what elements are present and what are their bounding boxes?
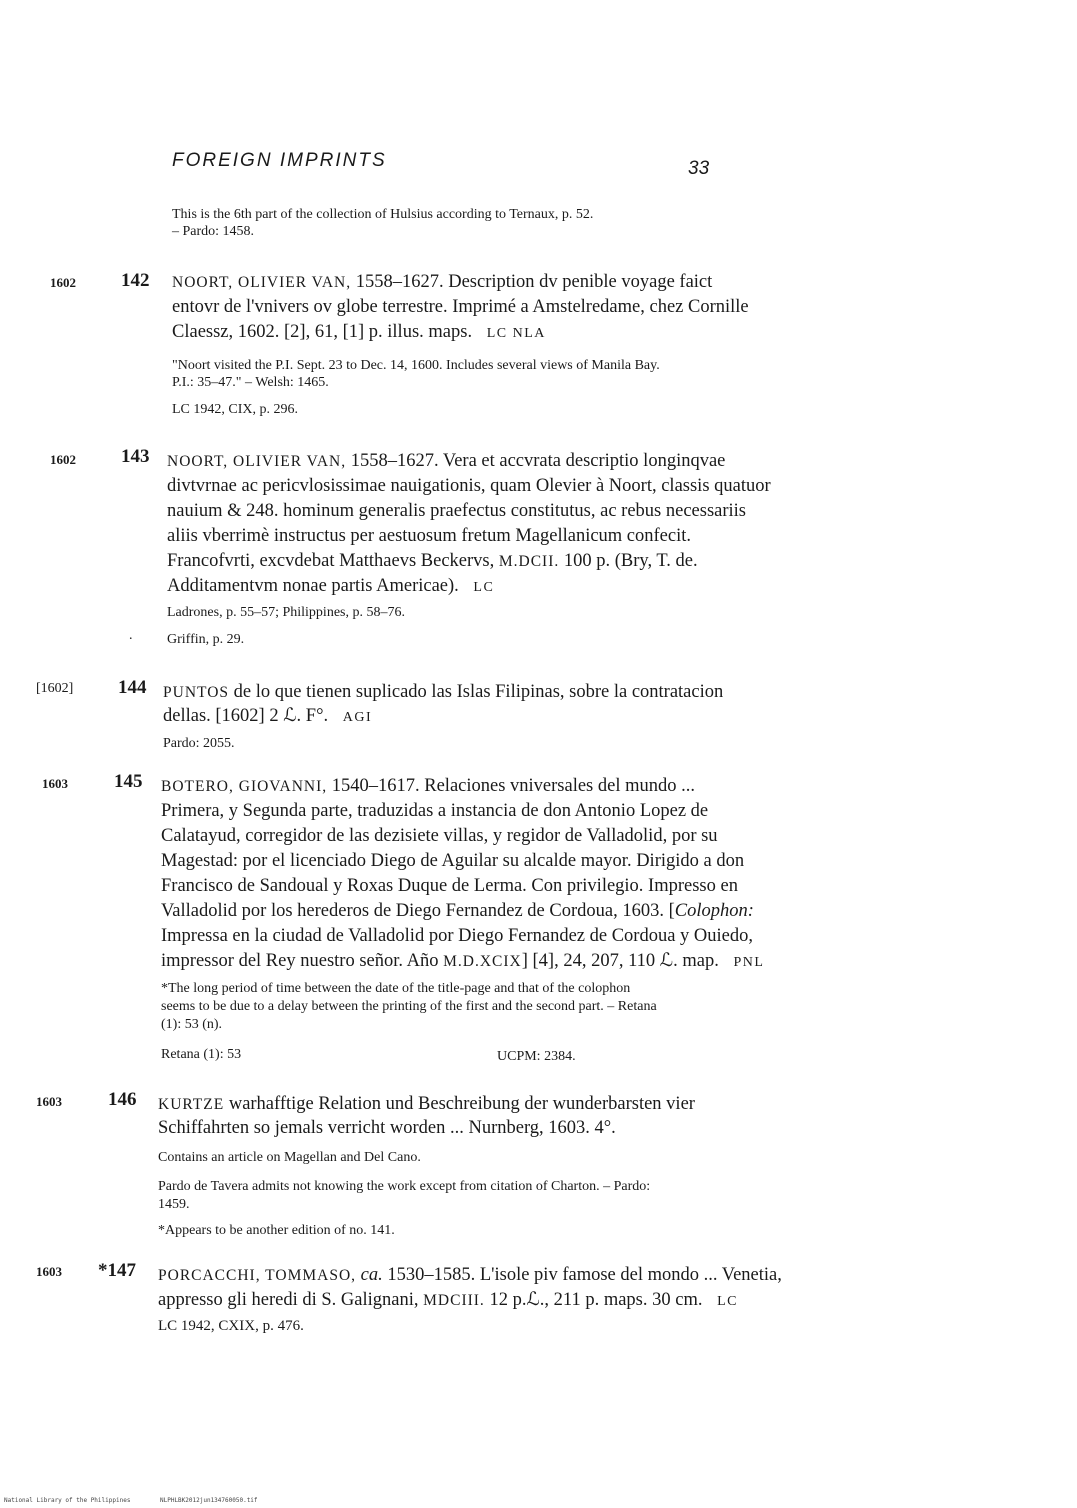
holdings-code: PNL xyxy=(733,955,765,970)
entry-text-line: Impressa en la ciudad de Valladolid por Diego Fernandez de Cordoua y Ouiedo, xyxy=(161,926,753,946)
holdings-code: LC NLA xyxy=(486,326,546,341)
holdings-code: LC xyxy=(473,580,495,595)
entry-text: dellas. [1602] 2 ℒ. F°. xyxy=(163,706,329,726)
entry-text-line: nauium & 248. hominum generalis praefectus constitutus, ac rebus necessariis xyxy=(167,501,747,521)
entry-text: warhafftige Relation und Beschreibung der wunderbarsten vier xyxy=(224,1094,695,1114)
entry-text-line: divtvrnae ac pericvlosissimae nauigationis, quam Olevier à Noort, classis quatuor xyxy=(167,476,771,496)
entry-note: *The long period of time between the date of the title-page and that of the colophon xyxy=(161,981,631,996)
holdings-code: AGI xyxy=(342,710,373,725)
entry-note: *Appears to be another edition of no. 141. xyxy=(158,1223,395,1238)
entry-text-line xyxy=(161,899,754,924)
page-number: 33 xyxy=(688,158,710,179)
entry-text: de lo que tienen suplicado las Islas Filipinas, sobre la contratacion xyxy=(229,682,724,702)
entry-year: 1603 xyxy=(36,1264,62,1279)
entry-note: Pardo de Tavera admits not knowing the work except from citation of Charton. – Pardo: xyxy=(158,1179,651,1194)
entry-note: seems to be due to a delay between the printing of the first and the second part. – Retana xyxy=(161,999,657,1014)
entry-text: 1540–1617. Relaciones vniversales del mundo ... xyxy=(327,776,696,796)
entry-text-line: Magestad: por el licenciado Diego de Aguilar su alcalde mayor. Dirigido a don xyxy=(161,851,745,871)
entry-text-line: entovr de l'vnivers ov globe terrestre. Imprimé a Amstelredame, chez Cornille xyxy=(172,297,749,317)
entry-text-line xyxy=(161,774,695,800)
entry-note: LC 1942, CXIX, p. 476. xyxy=(158,1318,304,1334)
entry-text-line xyxy=(167,449,725,475)
entry-note: "Noort visited the P.I. Sept. 23 to Dec. 14, 1600. Includes several views of Manila Bay. xyxy=(172,358,660,373)
entry-number: 146 xyxy=(108,1089,137,1110)
entry-text-line xyxy=(167,549,698,575)
entry-text: 1530–1585. L'isole piv famose del mondo ... Venetia, xyxy=(382,1265,782,1285)
entry-text: ] [4], 24, 207, 110 ℒ. map. xyxy=(521,951,719,971)
entry-heading: BOTERO, GIOVANNI, xyxy=(161,778,328,795)
intro-note-line: – Pardo: 1458. xyxy=(172,224,255,239)
entry-text: ca. xyxy=(360,1265,383,1285)
entry-text-line: Francisco de Sandoual y Roxas Duque de Lerma. Con privilegio. Impresso en xyxy=(161,876,738,896)
entry-number: 143 xyxy=(121,446,150,467)
entry-text: impressor del Rey nuestro señor. Año xyxy=(161,951,444,971)
entry-heading: KURTZE xyxy=(158,1096,225,1113)
entry-text: 12 p.ℒ., 211 p. maps. 30 cm. xyxy=(484,1290,703,1310)
entry-text: Francofvrti, excvdebat Matthaevs Beckervs, xyxy=(167,551,495,571)
entry-text: MDCIII. xyxy=(423,1292,485,1309)
entry-note: 1459. xyxy=(158,1197,190,1212)
entry-number: 145 xyxy=(114,771,143,792)
entry-text-line xyxy=(158,1263,782,1289)
scan-footer-filename: NLPHLBK2012jun134760050.tif xyxy=(160,1497,258,1504)
entry-text-line xyxy=(158,1288,738,1315)
entry-note: Griffin, p. 29. xyxy=(167,632,245,647)
entry-year: 1603 xyxy=(42,776,68,791)
entry-text-line xyxy=(163,680,723,706)
entry-note: Pardo: 2055. xyxy=(163,736,235,751)
entry-note: LC 1942, CIX, p. 296. xyxy=(172,402,298,417)
entry-text-line xyxy=(172,320,546,347)
entry-text: 1558–1627. Vera et accvrata descriptio longinqvae xyxy=(350,451,726,471)
entry-text-line xyxy=(167,574,494,601)
entry-note: (1): 53 (n). xyxy=(161,1017,223,1032)
entry-number: 144 xyxy=(118,677,147,698)
entry-heading: PUNTOS xyxy=(163,684,230,701)
entry-text: Colophon: xyxy=(674,901,754,921)
entry-note: Contains an article on Magellan and Del Cano. xyxy=(158,1150,421,1165)
entry-year: [1602] xyxy=(36,681,74,696)
entry-number: 142 xyxy=(121,270,150,291)
entry-heading: NOORT, OLIVIER VAN, xyxy=(172,274,352,291)
entry-text: 1558–1627. Description dv penible voyage faict xyxy=(355,272,713,292)
entry-heading: PORCACCHI, TOMMASO, xyxy=(158,1267,357,1284)
entry-note: UCPM: 2384. xyxy=(497,1049,576,1064)
entry-text: Valladolid por los herederos de Diego Fernandez de Cordoua, 1603. [ xyxy=(161,901,675,921)
entry-year: 1602 xyxy=(50,452,76,467)
entry-text: M.D.XCIX xyxy=(443,953,522,970)
entry-text-line: aliis vberrimè instructus per aestuosum fretum Magellanicum confecit. xyxy=(167,526,692,546)
entry-year: 1602 xyxy=(50,275,76,290)
entry-text-line xyxy=(158,1092,695,1118)
running-title: FOREIGN IMPRINTS xyxy=(172,150,387,171)
intro-note-line: This is the 6th part of the collection of Hulsius according to Ternaux, p. 52. xyxy=(172,207,594,222)
entry-text-line xyxy=(163,704,372,731)
entry-text-line: Primera, y Segunda parte, traduzidas a instancia de don Antonio Lopez de xyxy=(161,801,709,821)
scan-footer-library: National Library of the Philippines xyxy=(4,1497,131,1504)
bullet-mark: . xyxy=(129,628,133,643)
entry-year: 1603 xyxy=(36,1094,62,1109)
entry-text: Claessz, 1602. [2], 61, [1] p. illus. maps. xyxy=(172,322,473,342)
entry-text-line: Calatayud, corregidor de las dezisiete villas, y regidor de Valladolid, por su xyxy=(161,826,718,846)
entry-heading: NOORT, OLIVIER VAN, xyxy=(167,453,347,470)
entry-note: Ladrones, p. 55–57; Philippines, p. 58–76. xyxy=(167,605,405,620)
entry-text-line xyxy=(172,270,712,296)
entry-text: appresso gli heredi di S. Galignani, xyxy=(158,1290,419,1310)
entry-number: *147 xyxy=(98,1260,136,1281)
entry-text-line: Schiffahrten so jemals verricht worden ... Nurnberg, 1603. 4°. xyxy=(158,1118,616,1138)
entry-note: P.I.: 35–47." – Welsh: 1465. xyxy=(172,375,329,390)
entry-note: Retana (1): 53 xyxy=(161,1047,242,1062)
holdings-code: LC xyxy=(717,1294,738,1309)
entry-text: Additamentvm nonae partis Americae). xyxy=(167,576,459,596)
entry-text: 100 p. (Bry, T. de. xyxy=(559,551,698,571)
entry-text-line xyxy=(161,949,764,976)
entry-text: M.DCII. xyxy=(498,553,560,570)
